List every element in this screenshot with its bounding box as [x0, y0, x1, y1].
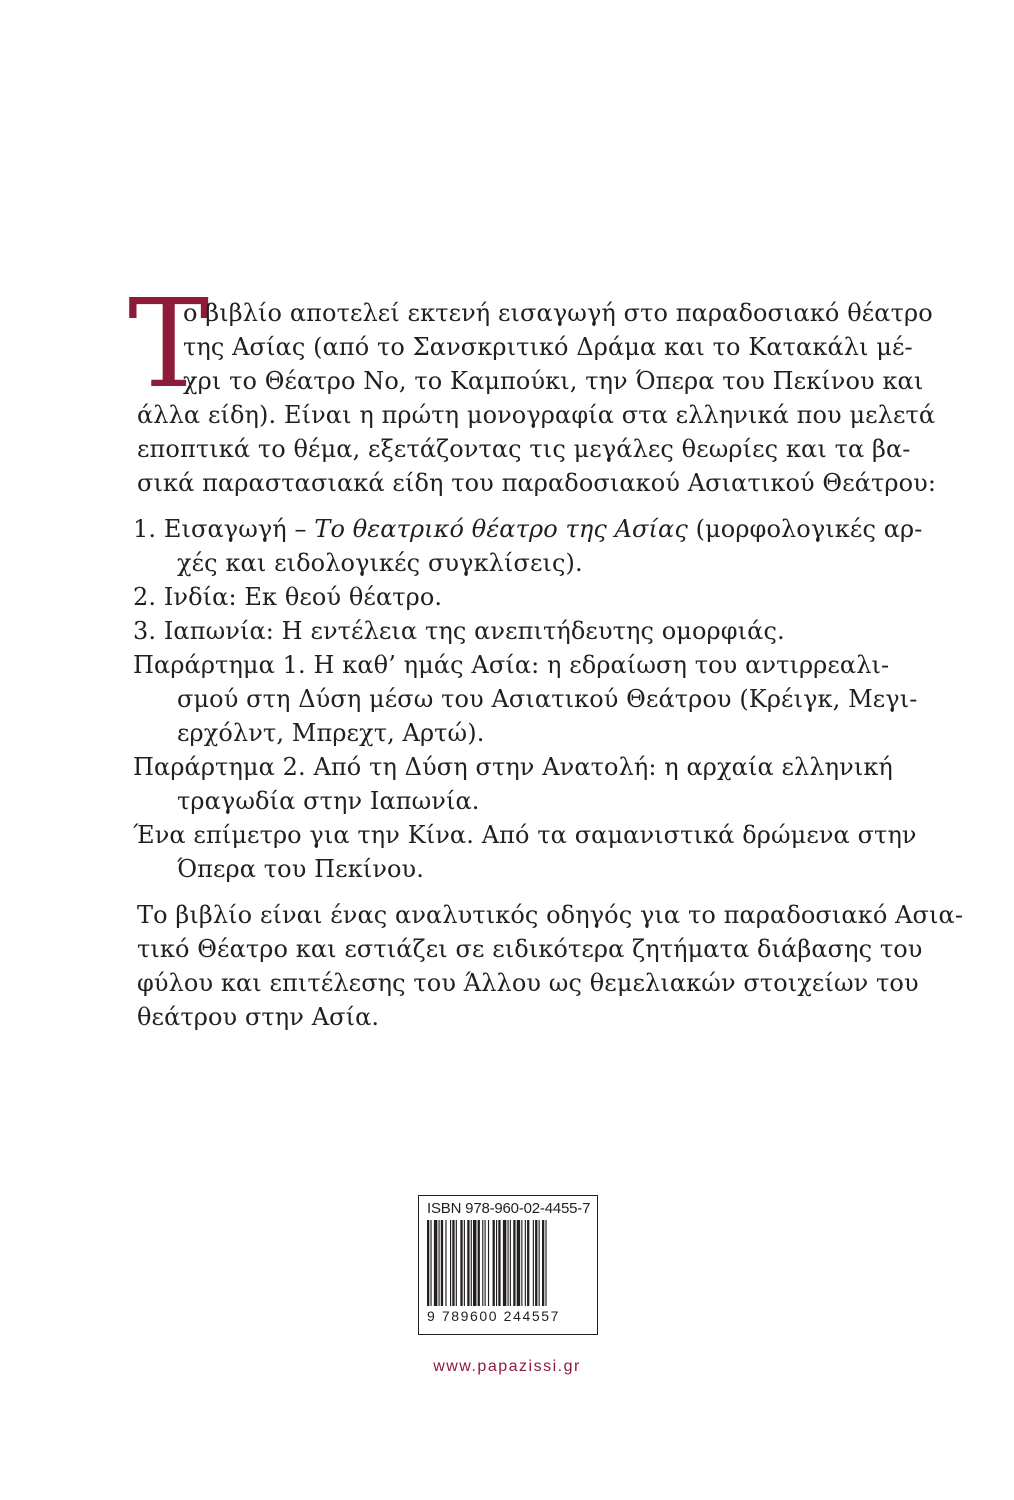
intro-line: εποπτικά το θέμα, εξετάζοντας τις μεγάλες θεωρίες και τα βα- — [137, 435, 911, 463]
intro-line: σικά παραστασιακά είδη του παραδοσιακού Ασιατικού Θεάτρου: — [137, 469, 937, 497]
contents-item: 3. Ιαπωνία: Η εντέλεια της ανεπιτήδευτης ομορφιάς. — [133, 617, 785, 645]
closing-line: φύλου και επιτέλεσης του Άλλου ως θεμελιακών στοιχείων του — [137, 969, 919, 997]
intro-line: ο βιβλίο αποτελεί εκτενή εισαγωγή στο παραδοσιακό θέατρο — [183, 299, 933, 327]
contents-item-prefix: 1. Εισαγωγή – — [133, 515, 315, 543]
intro-line: χρι το Θέατρο Νο, το Καμπούκι, την Όπερα του Πεκίνου και — [183, 367, 924, 395]
closing-line: θεάτρου στην Ασία. — [137, 1003, 380, 1031]
isbn-barcode-box — [418, 1195, 598, 1335]
barcode-icon — [427, 1220, 589, 1306]
isbn-label: ISBN 978-960-02-4455-7 — [427, 1200, 591, 1217]
contents-item — [133, 512, 922, 546]
contents-item-suffix: (μορφολογικές αρ- — [687, 515, 923, 543]
contents-item-continuation: Όπερα του Πεκίνου. — [177, 855, 424, 883]
contents-item: 2. Ινδία: Εκ θεού θέατρο. — [133, 583, 443, 611]
intro-line: της Ασίας (από το Σανσκριτικό Δράμα και το Κατακάλι μέ- — [183, 333, 913, 361]
barcode-digits: 9 789600 244557 — [427, 1308, 560, 1324]
contents-item-continuation: σμού στη Δύση μέσω του Ασιατικού Θεάτρου (Κρέιγκ, Μεγι- — [177, 685, 918, 713]
contents-item-continuation: χές και ειδολογικές συγκλίσεις). — [177, 549, 583, 577]
intro-line: άλλα είδη). Είναι η πρώτη μονογραφία στα ελληνικά που μελετά — [137, 401, 936, 429]
drop-cap: Τ — [128, 273, 210, 415]
contents-item: Ένα επίμετρο για την Κίνα. Από τα σαμανιστικά δρώμενα στην — [133, 821, 917, 849]
contents-item-continuation: τραγωδία στην Ιαπωνία. — [177, 787, 480, 815]
contents-item: Παράρτημα 1. Η καθ’ ημάς Ασία: η εδραίωση του αντιρρεαλι- — [133, 651, 890, 679]
closing-line: Το βιβλίο είναι ένας αναλυτικός οδηγός για το παραδοσιακό Ασια- — [137, 901, 964, 929]
contents-item-continuation: ερχόλντ, Μπρεχτ, Αρτώ). — [177, 719, 485, 747]
contents-item-title: Το θεατρικό θέατρο της Ασίας — [314, 515, 688, 543]
publisher-website: www.papazissi.gr — [433, 1358, 581, 1375]
closing-line: τικό Θέατρο και εστιάζει σε ειδικότερα ζητήματα διάβασης του — [137, 935, 923, 963]
contents-item: Παράρτημα 2. Από τη Δύση στην Ανατολή: η αρχαία ελληνική — [133, 753, 893, 781]
